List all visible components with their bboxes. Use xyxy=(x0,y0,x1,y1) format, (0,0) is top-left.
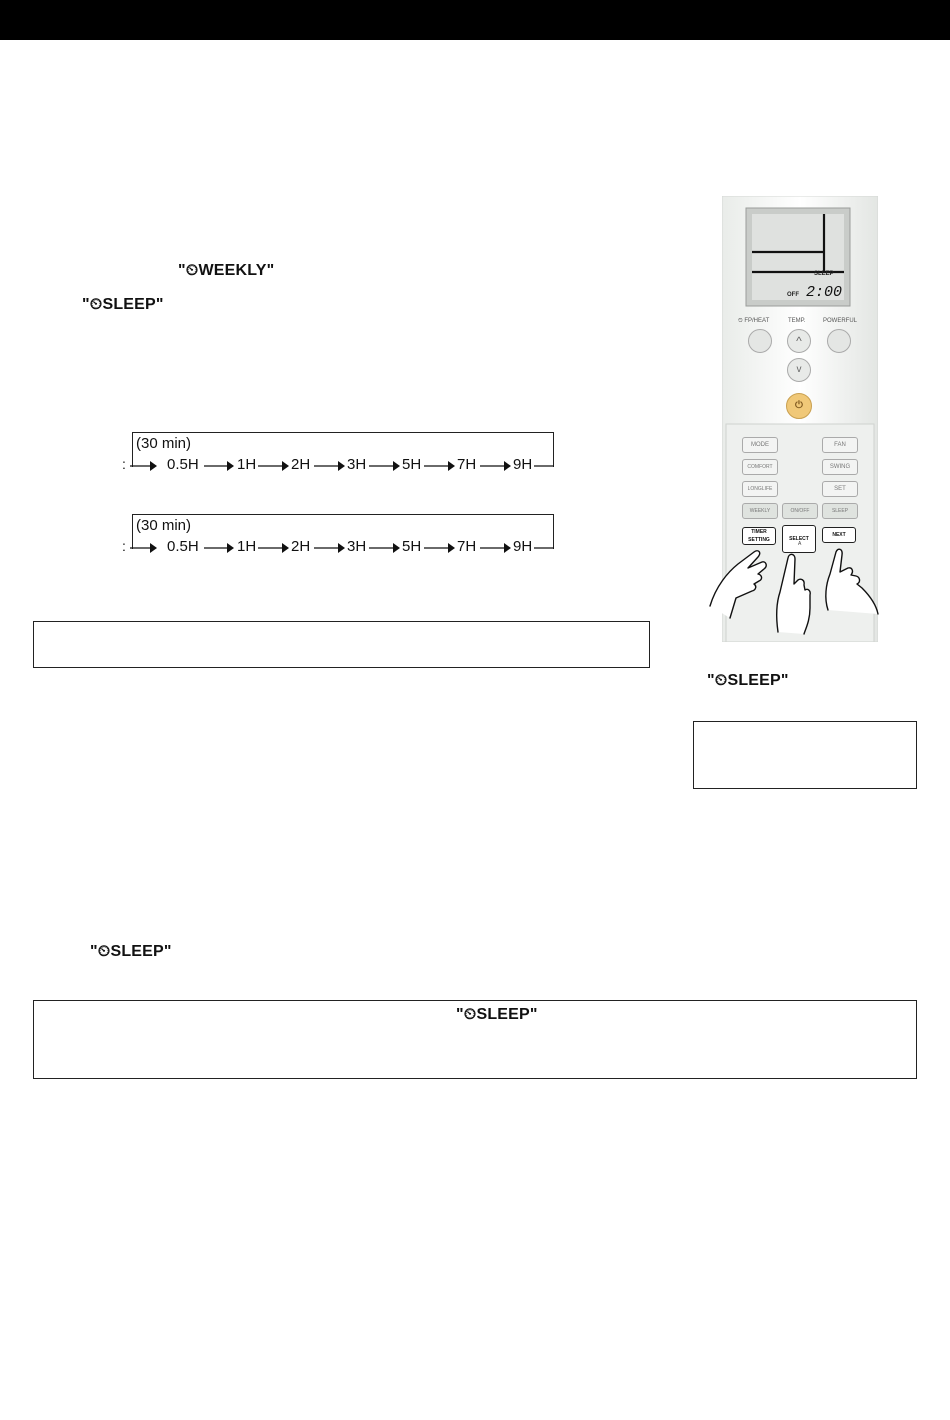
temp-down-button[interactable]: v xyxy=(787,358,811,382)
sleep-label-2: "⏲SLEEP" xyxy=(707,672,789,689)
display-time: 2:00 xyxy=(806,284,843,301)
start-stop-button[interactable]: ⏻ xyxy=(786,393,812,419)
sleep-button[interactable]: SLEEP xyxy=(822,503,858,519)
remote-label-temp: TEMP. xyxy=(788,318,806,324)
step-5h: 5H xyxy=(402,538,422,555)
sequence-caption: (30 min) xyxy=(136,435,192,452)
sequence-colon: : xyxy=(122,538,126,554)
sequence-colon: : xyxy=(122,456,126,472)
timer-sequence-1 xyxy=(122,432,554,473)
temp-up-button[interactable]: ^ xyxy=(787,329,811,353)
step-7h: 7H xyxy=(457,538,477,555)
comfort-button[interactable]: COMFORT xyxy=(742,459,778,475)
remote-label-powerful: POWERFUL xyxy=(823,318,858,324)
sleep-label-3: "⏲SLEEP" xyxy=(90,943,172,960)
longlife-button[interactable]: LONGLIFE xyxy=(742,481,778,497)
display-sleep-text: SLEEP xyxy=(814,271,834,277)
remote-label-fp-heat: ⏲ FP/HEAT xyxy=(738,318,770,324)
step-1h: 1H xyxy=(237,456,257,473)
step-7h: 7H xyxy=(457,456,477,473)
hands-pressing-buttons-illustration xyxy=(706,528,886,636)
note-box-1 xyxy=(33,621,650,668)
next-button[interactable]: NEXT xyxy=(822,527,856,543)
set-button[interactable]: SET xyxy=(822,481,858,497)
step-3h: 3H xyxy=(347,538,367,555)
step-1h: 1H xyxy=(237,538,257,555)
sequence-caption: (30 min) xyxy=(136,517,192,534)
step-9h: 9H xyxy=(513,456,533,473)
step-9h: 9H xyxy=(513,538,533,555)
onoff-button[interactable]: ON/OFF xyxy=(782,503,818,519)
select-button[interactable]: SELECT xyxy=(782,525,816,553)
sleep-label-1: "⏲SLEEP" xyxy=(82,296,164,313)
select-arrow-label: A xyxy=(798,541,802,547)
weekly-button[interactable]: WEEKLY xyxy=(742,503,778,519)
mode-button[interactable]: MODE xyxy=(742,437,778,453)
swing-button[interactable]: SWING xyxy=(822,459,858,475)
step-3h: 3H xyxy=(347,456,367,473)
sleep-label-4: "⏲SLEEP" xyxy=(456,1006,538,1023)
step-0-5h: 0.5H xyxy=(167,456,199,473)
display-off-text: OFF xyxy=(787,292,799,298)
step-2h: 2H xyxy=(291,456,311,473)
top-black-bar xyxy=(0,0,950,40)
timer-setting-button[interactable]: TIMER SETTING xyxy=(742,527,776,545)
powerful-button[interactable] xyxy=(827,329,851,353)
step-2h: 2H xyxy=(291,538,311,555)
timer-sequence-2 xyxy=(122,514,554,555)
fp-heat-button[interactable] xyxy=(748,329,772,353)
fan-button[interactable]: FAN xyxy=(822,437,858,453)
step-0-5h: 0.5H xyxy=(167,538,199,555)
weekly-label: "⏲WEEKLY" xyxy=(178,262,275,279)
note-box-2 xyxy=(693,721,917,789)
step-5h: 5H xyxy=(402,456,422,473)
